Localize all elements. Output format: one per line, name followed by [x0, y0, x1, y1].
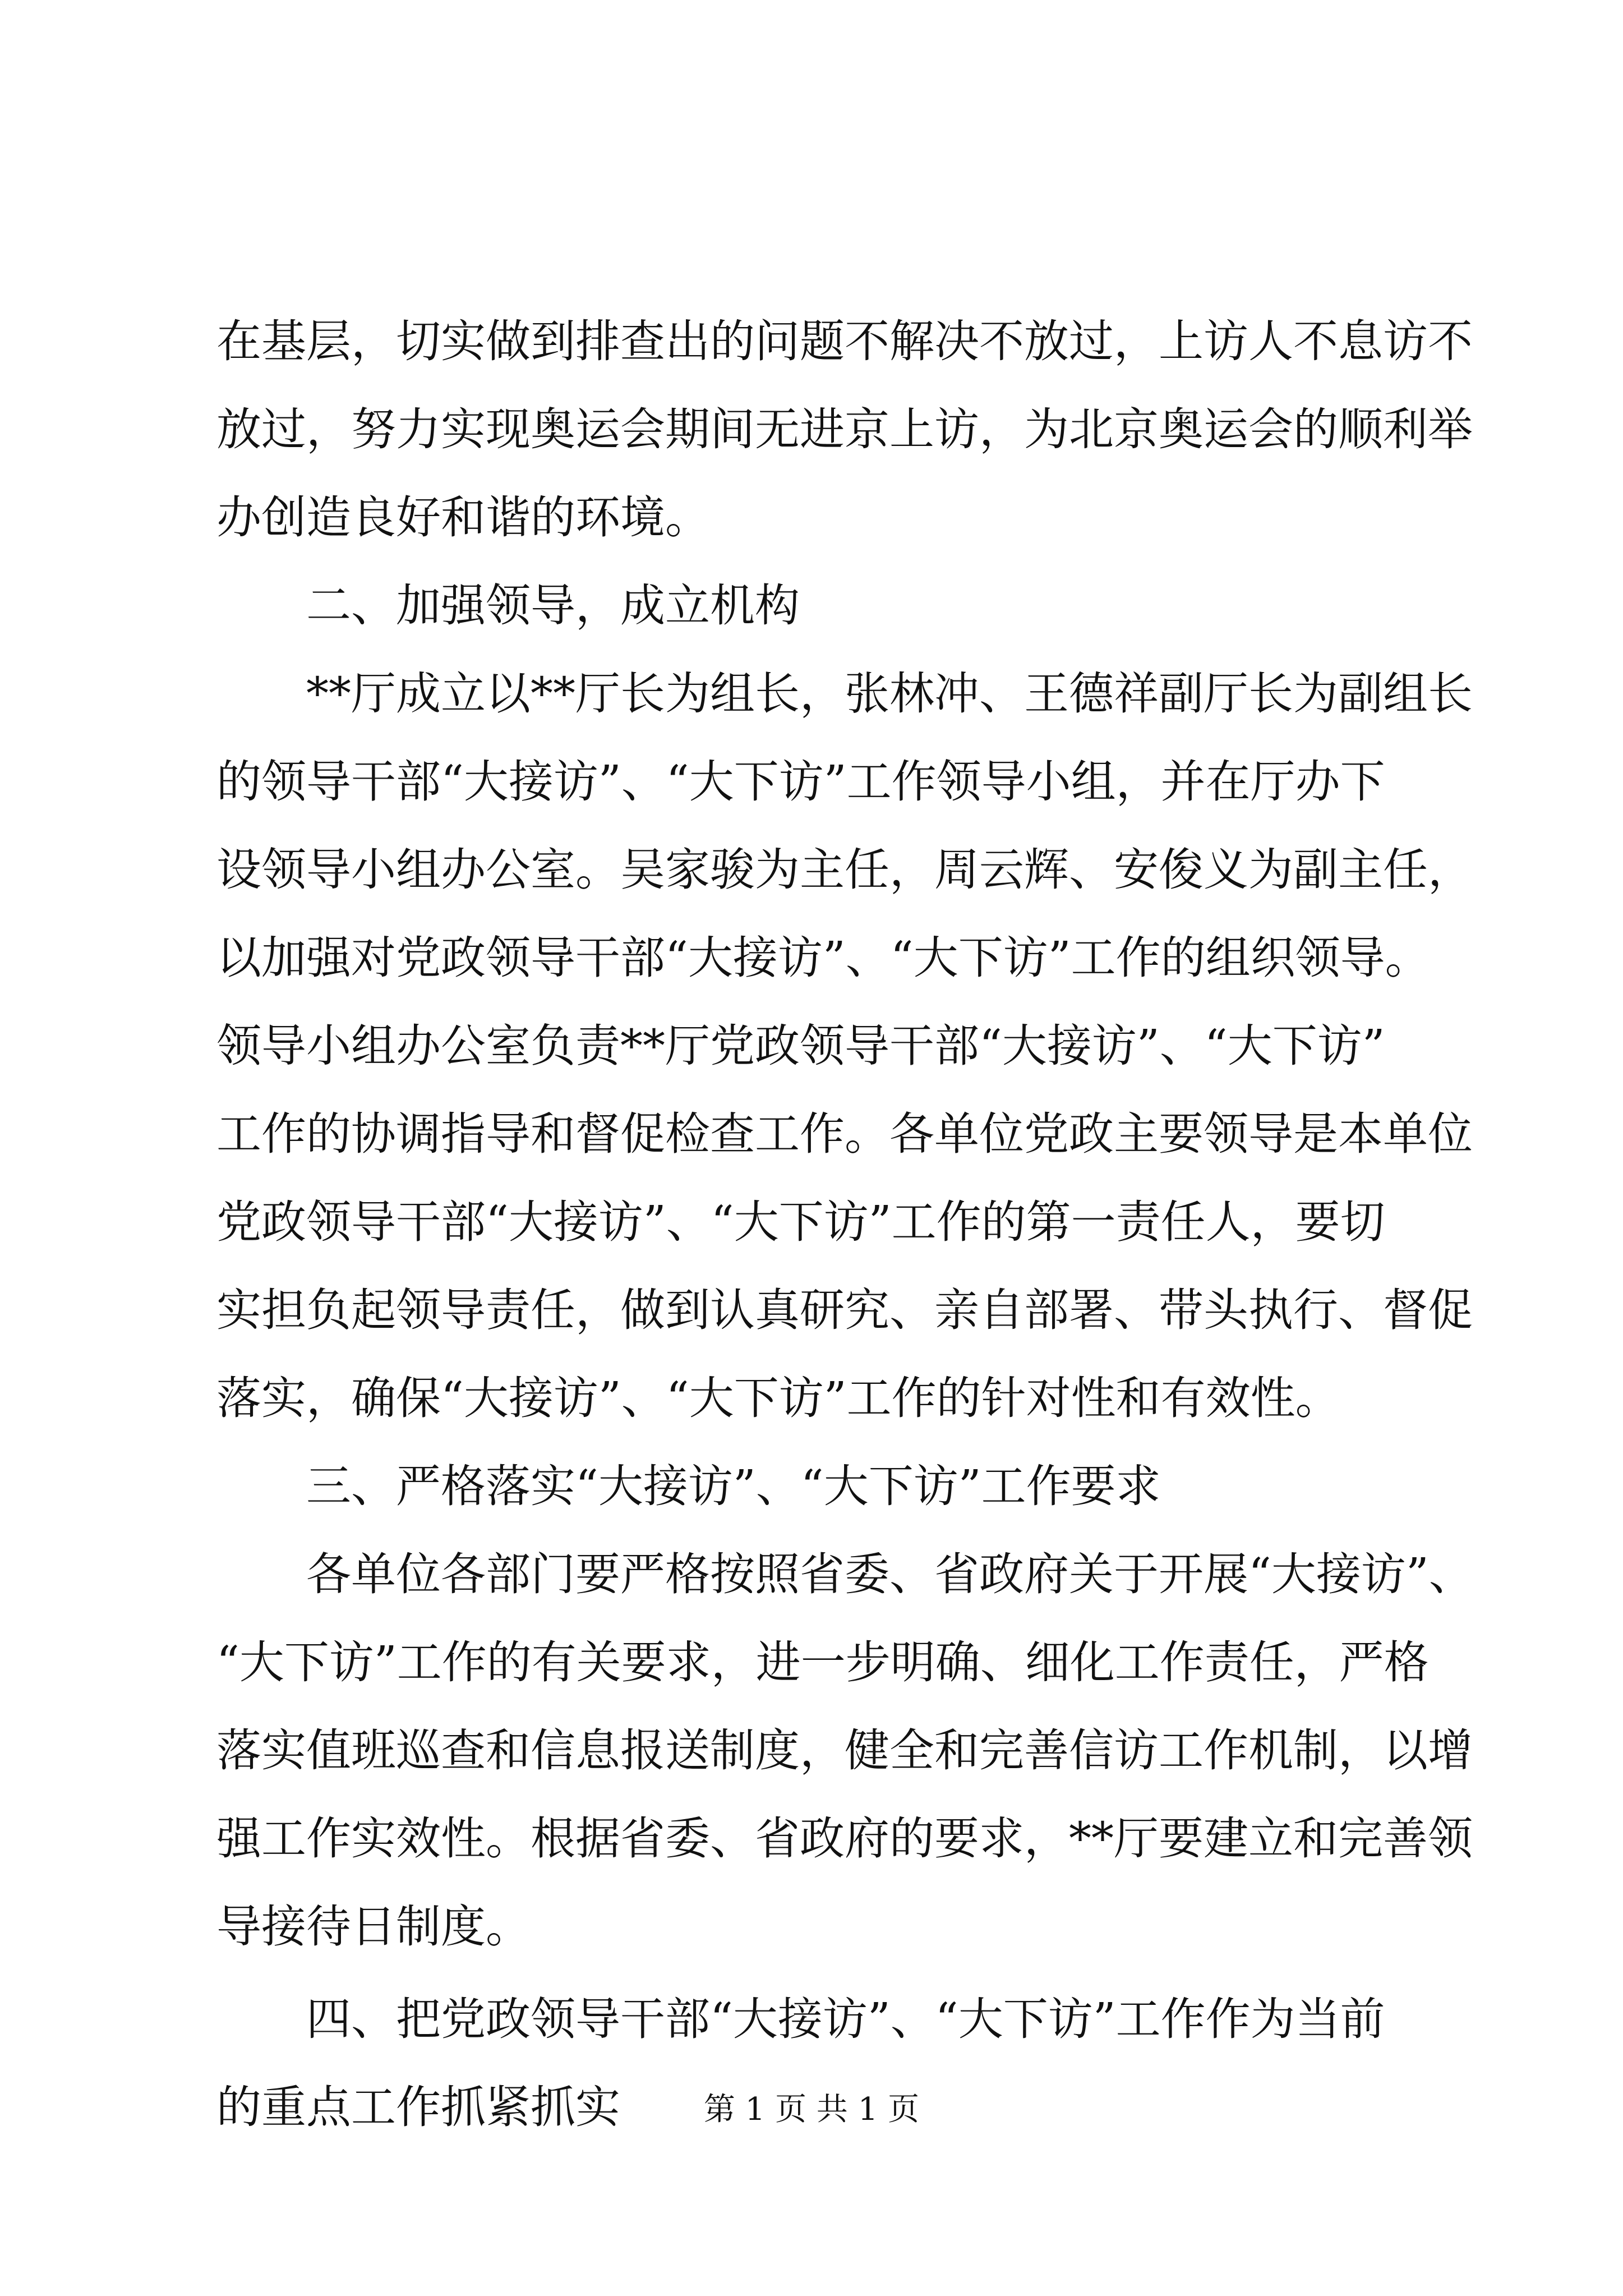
text-line-13: 落实，确保“大接访”、“大下访”工作的针对性和有效性。 — [216, 1372, 1340, 1424]
page-footer: 第 1 页 共 1 页 — [703, 2091, 920, 2128]
text-line-6: 的领导干部“大接访”、“大下访”工作领导小组，并在厅办下 — [216, 756, 1385, 808]
document-body — [216, 297, 1474, 2151]
section-heading-3: 三、严格落实“大接访”、“大下访”工作要求 — [306, 1460, 1161, 1512]
text-line-3: 办创造良好和谐的环境。 — [216, 491, 710, 544]
section-heading-2: 二、加强领导，成立机构 — [306, 579, 800, 632]
section-heading-4: 四、把党政领导干部“大接访”、“大下访”工作作为当前 — [306, 1993, 1385, 2045]
text-line-21: 的重点工作抓紧抓实 — [216, 2081, 620, 2133]
text-line-1: 在基层，切实做到排查出的问题不解决不放过，上访人不息访不 — [216, 315, 1473, 367]
text-line-11: 党政领导干部“大接访”、“大下访”工作的第一责任人，要切 — [216, 1196, 1385, 1248]
text-line-10: 工作的协调指导和督促检查工作。各单位党政主要领导是本单位 — [216, 1108, 1473, 1160]
text-line-9: 领导小组办公室负责**厅党政领导干部“大接访”、“大下访” — [216, 1020, 1385, 1072]
text-line-16: “大下访”工作的有关要求，进一步明确、细化工作责任，严格 — [216, 1636, 1429, 1688]
text-line-19: 导接待日制度。 — [216, 1901, 531, 1953]
text-line-2: 放过，努力实现奥运会期间无进京上访，为北京奥运会的顺利举 — [216, 403, 1473, 455]
text-line-15: 各单位各部门要严格按照省委、省政府关于开展“大接访”、 — [306, 1548, 1474, 1600]
text-line-5: **厅成立以**厅长为组长，张林冲、王德祥副厅长为副组长 — [306, 668, 1473, 720]
text-line-7: 设领导小组办公室。吴家骏为主任，周云辉、安俊义为副主任， — [216, 844, 1473, 896]
text-line-17: 落实值班巡查和信息报送制度，健全和完善信访工作机制，以增 — [216, 1724, 1473, 1777]
text-line-8: 以加强对党政领导干部“大接访”、“大下访”工作的组织领导。 — [216, 932, 1430, 984]
text-line-12: 实担负起领导责任，做到认真研究、亲自部署、带头执行、督促 — [216, 1284, 1473, 1336]
text-line-18: 强工作实效性。根据省委、省政府的要求，**厅要建立和完善领 — [216, 1812, 1473, 1865]
